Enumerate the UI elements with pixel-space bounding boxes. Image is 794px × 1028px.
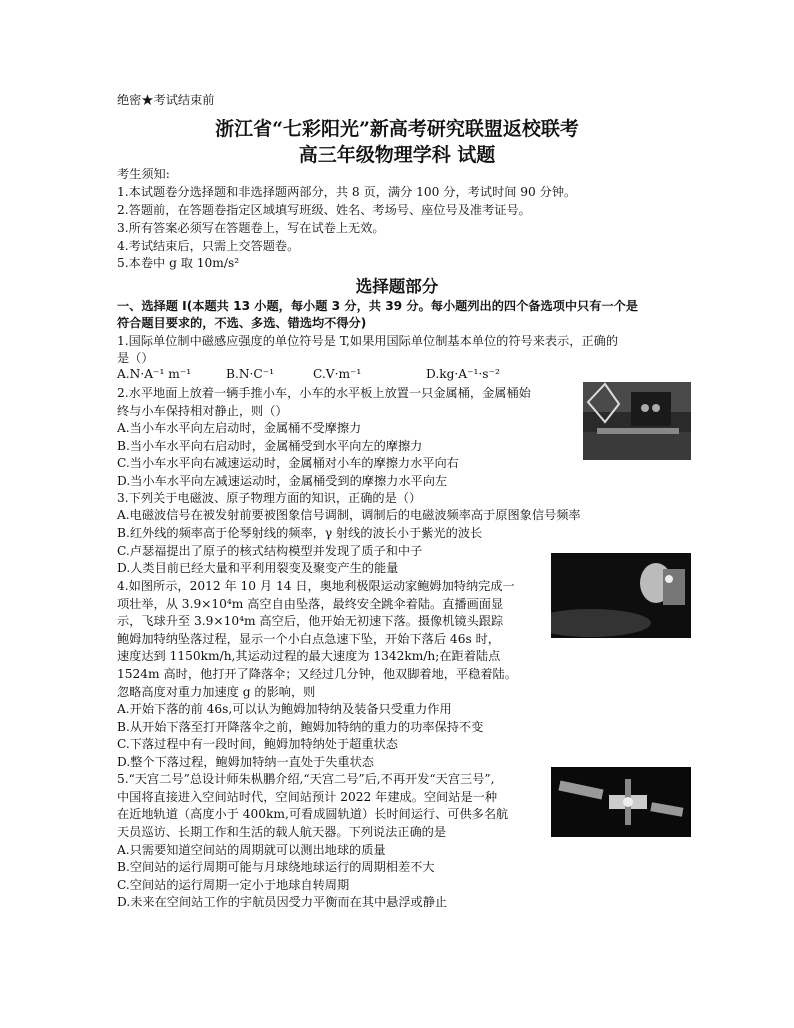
notice-item: 4.考试结束后，只需上交答题卷。 bbox=[117, 239, 300, 253]
q1-option-b: B.N·C⁻¹ bbox=[226, 367, 275, 381]
q4-stem: 示，飞球升至 3.9×10⁴m 高空后，他开始无初速下落。摄像机镜头跟踪 bbox=[117, 614, 504, 628]
q5-stem: 在近地轨道（高度小于 400km,可看成圆轨道）长时间运行、可供多名航 bbox=[117, 807, 509, 821]
q3-option-b: B.红外线的频率高于伦琴射线的频率，γ 射线的波长小于紫光的波长 bbox=[117, 526, 483, 540]
q2-option-c: C.当小车水平向右减速运动时，金属桶对小车的摩擦力水平向右 bbox=[117, 456, 459, 470]
q5-option-c: C.空间站的运行周期一定小于地球自转周期 bbox=[117, 878, 350, 892]
confidential-label: 绝密★考试结束前 bbox=[117, 93, 215, 107]
notice-item: 3.所有答案必须写在答题卷上，写在试卷上无效。 bbox=[117, 221, 385, 235]
q5-stem: 天员巡访、长期工作和生活的载人航天器。下列说法正确的是 bbox=[117, 825, 447, 839]
q2-option-b: B.当小车水平向右启动时，金属桶受到水平向左的摩擦力 bbox=[117, 439, 423, 453]
q5-option-a: A.只需要知道空间站的周期就可以测出地球的质量 bbox=[117, 843, 386, 857]
part1-instructions: 符合题目要求的，不选、多选、错选均不得分) bbox=[117, 316, 367, 330]
q2-stem: 2.水平地面上放着一辆手推小车，小车的水平板上放置一只金属桶，金属桶始 bbox=[117, 386, 531, 400]
q4-stem: 1524m 高时，他打开了降落伞；又经过几分钟，他双脚着地，平稳着陆。 bbox=[117, 667, 517, 681]
q3-option-a: A.电磁波信号在被发射前要被图象信号调制，调制后的电磁波频率高于原图象信号频率 bbox=[117, 508, 581, 522]
q3-stem: 3.下列关于电磁波、原子物理方面的知识，正确的是（） bbox=[117, 491, 422, 505]
notice-item: 5.本卷中 g 取 10m/s² bbox=[117, 256, 240, 270]
q5-stem: 中国将直接进入空间站时代，空间站预计 2022 年建成。空间站是一种 bbox=[117, 790, 498, 804]
q4-stem: 鲍姆加特纳坠落过程，显示一个小白点急速下坠，开始下落后 46s 时， bbox=[117, 632, 500, 646]
q2-option-a: A.当小车水平向左启动时，金属桶不受摩擦力 bbox=[117, 421, 362, 435]
q5-option-d: D.未来在空间站工作的宇航员因受力平衡而在其中悬浮或静止 bbox=[117, 895, 448, 909]
part1-instructions: 一、选择题 I(本题共 13 小题，每小题 3 分，共 39 分。每小题列出的四个备选项中只有一个是 bbox=[117, 299, 638, 313]
q4-stem: 项壮举，从 3.9×10⁴m 高空自由坠落，最终安全跳伞着陆。直播画面显 bbox=[117, 597, 504, 611]
q4-option-d: D.整个下落过程，鲍姆加特纳一直处于失重状态 bbox=[117, 755, 374, 769]
q4-stem: 4.如图所示，2012 年 10 月 14 日，奥地利极限运动家鲍姆加特纳完成一 bbox=[117, 579, 515, 593]
q5-stem: 5.“天宫二号”总设计师朱枞鹏介绍,“天宫二号”后,不再开发“天宫三号”, bbox=[117, 772, 495, 786]
q1-stem: 1.国际单位制中磁感应强度的单位符号是 T,如果用国际单位制基本单位的符号来表示，正确的 bbox=[117, 334, 619, 348]
q4-option-c: C.下落过程中有一段时间，鲍姆加特纳处于超重状态 bbox=[117, 737, 398, 751]
q4-option-a: A.开始下落的前 46s,可以认为鲍姆加特纳及装备只受重力作用 bbox=[117, 702, 452, 716]
q4-stem: 速度达到 1150km/h,其运动过程的最大速度为 1342km/h;在距着陆点 bbox=[117, 649, 501, 663]
q5-option-b: B.空间站的运行周期可能与月球绕地球运行的周期相差不大 bbox=[117, 860, 435, 874]
page-title: 浙江省“七彩阳光”新高考研究联盟返校联考 bbox=[215, 118, 579, 140]
q3-option-c: C.卢瑟福提出了原子的核式结构模型并发现了质子和中子 bbox=[117, 544, 423, 558]
space-station-photo bbox=[551, 767, 691, 837]
q4-stem: 忽略高度对重力加速度 g 的影响，则 bbox=[117, 685, 316, 699]
q1-option-a: A.N·A⁻¹ m⁻¹ bbox=[117, 367, 192, 381]
cart-bucket-photo bbox=[583, 382, 691, 460]
q1-option-c: C.V·m⁻¹ bbox=[313, 367, 362, 381]
notice-item: 1.本试题卷分选择题和非选择题两部分，共 8 页，满分 100 分，考试时间 90 分钟。 bbox=[117, 185, 577, 199]
page-subtitle: 高三年级物理学科 试题 bbox=[298, 144, 496, 166]
notice-heading: 考生须知: bbox=[117, 167, 170, 181]
skydiver-photo bbox=[551, 553, 691, 638]
q2-option-d: D.当小车水平向左减速运动时，金属桶受到的摩擦力水平向左 bbox=[117, 474, 448, 488]
notice-item: 2.答题前，在答题卷指定区域填写班级、姓名、考场号、座位号及准考证号。 bbox=[117, 203, 531, 217]
q1-option-d: D.kg·A⁻¹·s⁻² bbox=[426, 367, 500, 381]
q4-option-b: B.从开始下落至打开降落伞之前，鲍姆加特纳的重力的功率保持不变 bbox=[117, 720, 484, 734]
q1-stem: 是（） bbox=[117, 351, 154, 365]
section-title: 选择题部分 bbox=[355, 277, 439, 296]
q3-option-d: D.人类目前已经大量和平利用裂变及聚变产生的能量 bbox=[117, 561, 399, 575]
q2-stem: 终与小车保持相对静止，则（） bbox=[117, 404, 288, 418]
